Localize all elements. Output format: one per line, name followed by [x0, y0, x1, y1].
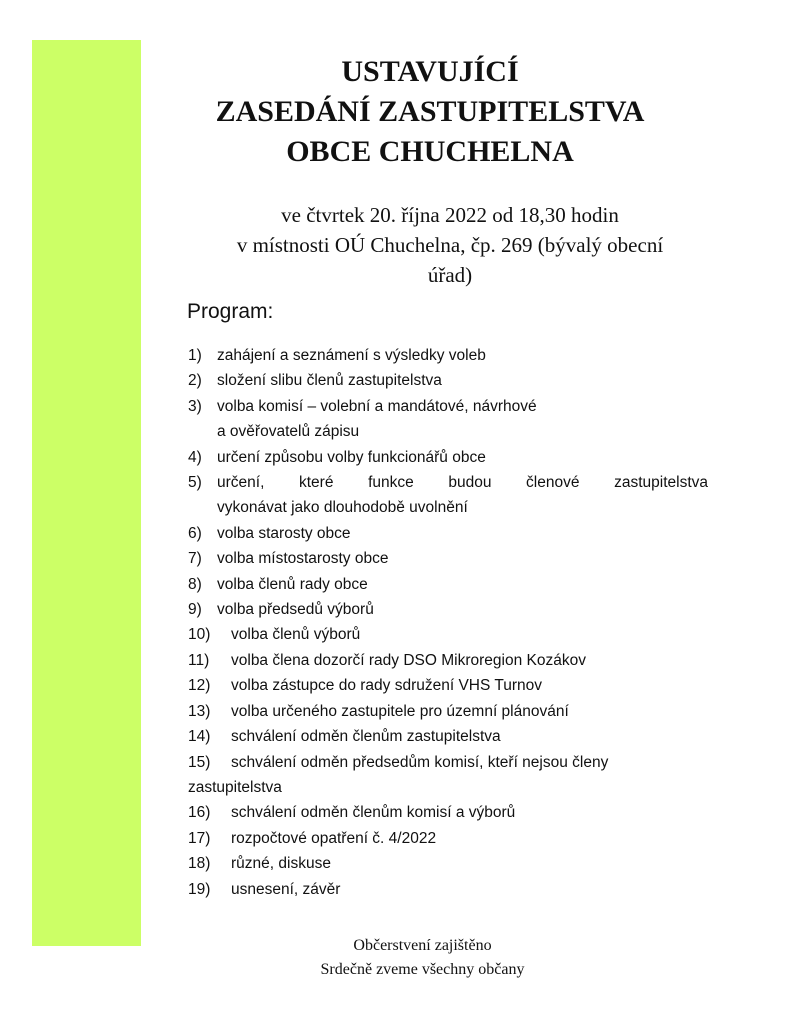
agenda-item-number: 4) — [188, 448, 202, 466]
agenda-item-text: určení, které funkce budou členové zastupitelstva — [217, 474, 708, 492]
footer-note — [250, 934, 595, 982]
agenda-item-number: 16) — [188, 804, 211, 822]
agenda-item-text: určení způsobu volby funkcionářů obce — [217, 448, 486, 466]
agenda-item-continuation: zastupitelstva — [188, 778, 282, 796]
agenda-item-text: volba určeného zastupitele pro územní plánování — [231, 702, 569, 720]
agenda-item-text: rozpočtové opatření č. 4/2022 — [231, 829, 437, 847]
footer-refreshments: Občerstvení zajištěno — [353, 937, 492, 954]
meeting-location-cont: úřad) — [427, 263, 473, 287]
footer-invitation: Srdečně zveme všechny občany — [320, 961, 525, 978]
agenda-item — [188, 445, 708, 470]
agenda-item — [188, 394, 708, 419]
agenda-item-number: 5) — [188, 474, 202, 492]
agenda-item-number: 12) — [188, 677, 211, 695]
agenda-item-text: složení slibu členů zastupitelstva — [217, 372, 442, 390]
title-line-1: USTAVUJÍCÍ — [341, 55, 519, 88]
decorative-side-bar — [32, 40, 141, 946]
agenda-item-text: usnesení, závěr — [231, 880, 341, 898]
agenda-item-text: schválení odměn členům zastupitelstva — [231, 728, 501, 746]
agenda-item-text: zahájení a seznámení s výsledky voleb — [217, 347, 486, 364]
agenda-item — [188, 470, 708, 495]
meeting-location: v místnosti OÚ Chuchelna, čp. 269 (bývalý obecní — [236, 233, 664, 257]
agenda-list — [188, 343, 708, 902]
agenda-item-text: schválení odměn členům komisí a výborů — [231, 804, 516, 822]
agenda-item-text: volba zástupce do rady sdružení VHS Turnov — [231, 677, 543, 695]
agenda-item-text: volba člena dozorčí rady DSO Mikroregion Kozákov — [231, 651, 586, 669]
agenda-item — [188, 648, 708, 673]
agenda-item-text: volba členů výborů — [231, 626, 361, 644]
agenda-item — [188, 597, 708, 622]
agenda-item — [188, 750, 708, 775]
agenda-item — [188, 546, 708, 571]
agenda-item — [188, 724, 708, 749]
page-title — [150, 52, 710, 172]
agenda-item — [188, 800, 708, 825]
agenda-item — [188, 521, 708, 546]
agenda-item-text: volba místostarosty obce — [217, 550, 389, 568]
agenda-item — [188, 877, 708, 902]
agenda-item-number: 8) — [188, 575, 202, 593]
agenda-item-text: různé, diskuse — [231, 855, 331, 873]
agenda-item-number: 10) — [188, 626, 211, 644]
agenda-item — [188, 572, 708, 597]
agenda-item-text: volba členů rady obce — [217, 575, 368, 593]
agenda-item-text: schválení odměn předsedům komisí, kteří nejsou členy — [231, 753, 609, 771]
agenda-item-number: 14) — [188, 728, 211, 746]
agenda-item-number: 15) — [188, 753, 211, 771]
agenda-item-text: volba komisí – volební a mandátové, návrhové — [217, 397, 537, 415]
agenda-item-number: 1) — [188, 347, 202, 364]
agenda-item-text: volba předsedů výborů — [217, 601, 374, 619]
agenda-item-number: 7) — [188, 550, 202, 568]
agenda-item — [188, 343, 708, 368]
agenda-item — [188, 368, 708, 393]
agenda-item-number: 19) — [188, 880, 211, 898]
title-line-2: ZASEDÁNÍ ZASTUPITELSTVA — [215, 95, 645, 128]
agenda-item-number: 6) — [188, 524, 202, 542]
agenda-item — [188, 622, 708, 647]
title-line-3: OBCE CHUCHELNA — [286, 135, 574, 168]
agenda-item — [188, 826, 708, 851]
meeting-date: ve čtvrtek 20. října 2022 od 18,30 hodin — [281, 203, 619, 227]
agenda-item-continuation: vykonávat jako dlouhodobě uvolnění — [217, 499, 468, 517]
agenda-item-number: 9) — [188, 601, 202, 619]
agenda-item — [188, 673, 708, 698]
agenda-item-number: 17) — [188, 829, 211, 847]
agenda-item-number: 11) — [188, 651, 210, 669]
agenda-item-continuation: a ověřovatelů zápisu — [217, 423, 360, 441]
program-heading: Program: — [187, 300, 274, 323]
agenda-item — [188, 851, 708, 876]
agenda-item-number: 2) — [188, 372, 202, 390]
agenda-item — [188, 699, 708, 724]
agenda-item-number: 13) — [188, 702, 211, 720]
agenda-item-number: 3) — [188, 397, 202, 415]
meeting-info — [190, 200, 710, 290]
agenda-item-number: 18) — [188, 855, 211, 873]
agenda-item-text: volba starosty obce — [217, 524, 351, 542]
